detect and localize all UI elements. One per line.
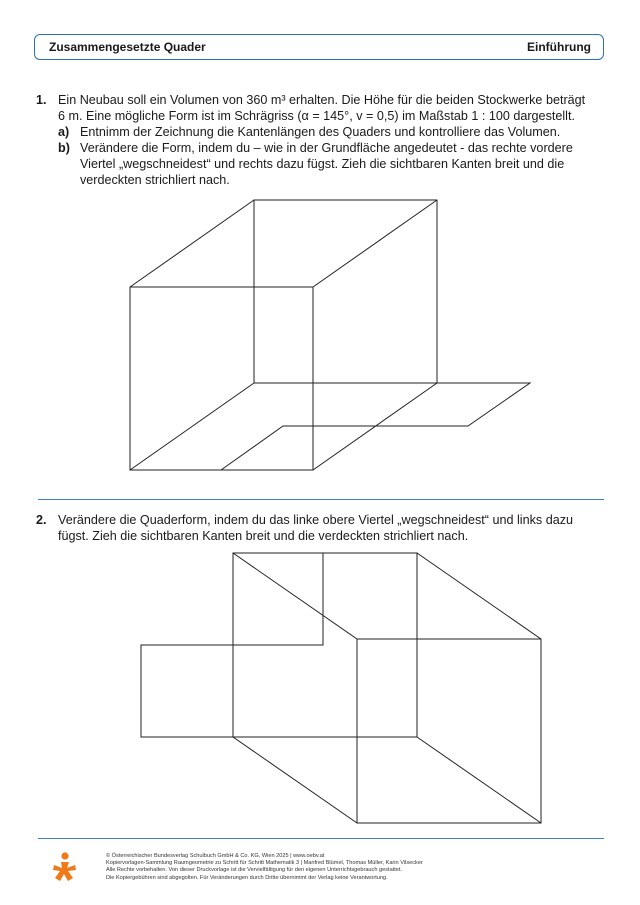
task-2-number: 2. [36, 513, 47, 527]
footer-line-2: Kopiervorlagen-Sammlung Raumgeometrie zu Schritt für Schritt Mathematik 3 | Manfred Blümel, Thomas Müller, Karin Vilsecker [106, 860, 423, 867]
cuboid-figure-2 [141, 553, 541, 823]
publisher-logo-icon [52, 852, 78, 882]
task-1-line-2: 6 m. Eine mögliche Form ist im Schrägriss (α = 145°, v = 0,5) im Maßstab 1 : 100 dargestellt. [58, 109, 575, 123]
cuboid-figure-1 [130, 200, 530, 470]
cuboid-2-cut-mark [233, 553, 323, 645]
cuboid-1-edge-top-left [130, 200, 254, 287]
cuboid-2-edge-top-right [417, 553, 541, 639]
cuboid-1-front-face [130, 287, 313, 470]
cuboid-2-front-face [357, 639, 541, 823]
task-1-number: 1. [36, 93, 47, 107]
task-1-line-1: Ein Neubau soll ein Volumen von 360 m³ erhalten. Die Höhe für die beiden Stockwerke beträgt [58, 93, 586, 107]
cuboid-1-edge-top-right [313, 200, 437, 287]
task-1a-label: a) [58, 125, 70, 139]
footer-line-3: Alle Rechte vorbehalten. Von dieser Druckvorlage ist die Vervielfältigung für den eigenen Unterrichtsgebrauch gestattet. [106, 867, 403, 874]
worksheet-title: Zusammengesetzte Quader [49, 40, 206, 54]
task-1b-label: b) [58, 141, 70, 155]
cuboid-2-edge-bottom-left [233, 737, 357, 823]
footer-line-1: © Österreichischer Bundesverlag Schulbuch GmbH & Co. KG, Wien 2025 | www.oebv.at [106, 853, 325, 859]
task-2-line-2: fügst. Zieh die sichtbaren Kanten breit und die verdeckten strichliert nach. [58, 529, 469, 543]
cuboid-1-back-face [254, 200, 437, 383]
cuboid-2-edge-bottom-right [417, 737, 541, 823]
task-1b-line-1: Verändere die Form, indem du – wie in der Grundfläche angedeutet - das rechte vordere [80, 141, 573, 155]
cuboid-2-extension-left [141, 645, 233, 737]
cuboid-1-ground-hint [221, 383, 530, 470]
task-2-line-1: Verändere die Quaderform, indem du das linke obere Viertel „wegschneidest“ und links dazu [58, 513, 574, 527]
cuboid-2-edge-top-left [233, 553, 357, 639]
worksheet-tag: Einführung [527, 40, 591, 54]
task-1a-text: Entnimm der Zeichnung die Kantenlängen des Quaders und kontrolliere das Volumen. [80, 125, 561, 139]
task-1b-line-3: verdeckten strichliert nach. [80, 173, 230, 187]
task-1b-line-2: Viertel „wegschneidest“ und rechts dazu fügst. Zieh die sichtbaren Kanten breit und die [80, 157, 565, 171]
footer-divider [38, 838, 604, 839]
footer-line-4: Die Kopiergebühren sind abgegolten. Für Veränderungen durch Dritte übernimmt der Verlag keine Verantwortung. [106, 874, 388, 881]
footer-copyright [106, 853, 423, 882]
cuboid-1-edge-bottom-left [130, 383, 254, 470]
